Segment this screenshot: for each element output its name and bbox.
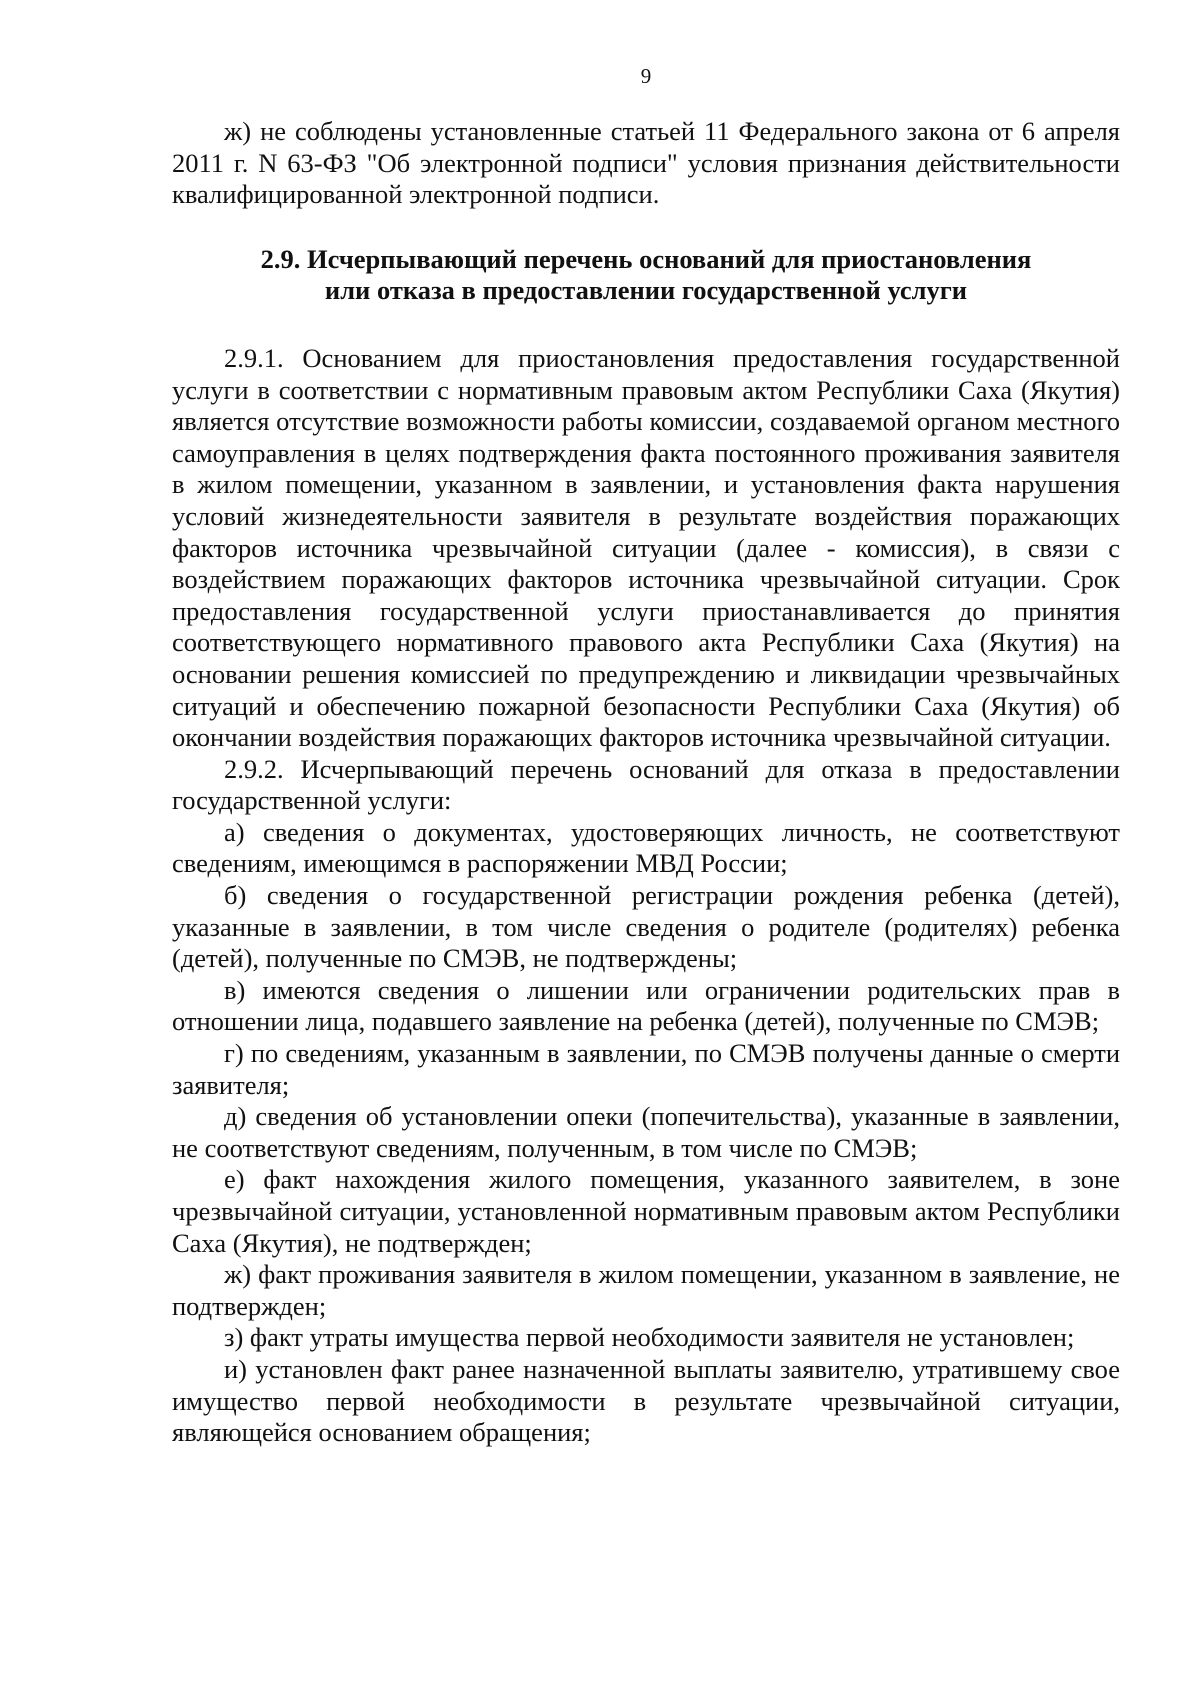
- section-heading-line-1: 2.9. Исчерпывающий перечень оснований для приостановления: [260, 243, 1032, 274]
- list-item-i: и) установлен факт ранее назначенной выплаты заявителю, утратившему свое имущество первой необходимости в результате чрезвычайной ситуации, являющейся основанием обращения;: [172, 1353, 1120, 1448]
- list-item-v: в) имеются сведения о лишении или ограничении родительских прав в отношении лица, подавшего заявление на ребенка (детей), полученные по СМЭВ;: [172, 974, 1120, 1037]
- intro-paragraph: ж) не соблюдены установленные статьей 11 Федерального закона от 6 апреля 2011 г. N 63-ФЗ "Об электронной подписи" условия признания действительности квалифицированной электронной подписи.: [172, 116, 1120, 210]
- section-heading: [172, 244, 1120, 307]
- list-item-z: з) факт утраты имущества первой необходимости заявителя не установлен;: [224, 1322, 1075, 1353]
- list-item-zh: ж) факт проживания заявителя в жилом помещении, указанном в заявление, не подтвержден;: [172, 1259, 1120, 1321]
- page-number: 9: [640, 64, 652, 88]
- section-heading-line-2: или отказа в предоставлении государственной услуги: [324, 275, 968, 306]
- list-item-e: е) факт нахождения жилого помещения, указанного заявителем, в зоне чрезвычайной ситуации, установленной нормативным правовым актом Республики Саха (Якутия), не подтвержден;: [172, 1164, 1120, 1258]
- document-page: [172, 64, 1120, 1449]
- paragraph-2-9-2: 2.9.2. Исчерпывающий перечень оснований для отказа в предоставлении государственной услуги:: [172, 753, 1120, 816]
- list-item-a: а) сведения о документах, удостоверяющих личность, не соответствуют сведениям, имеющимся в распоряжении МВД России;: [172, 816, 1120, 879]
- list-item-g: г) по сведениям, указанным в заявлении, по СМЭВ получены данные о смерти заявителя;: [172, 1038, 1120, 1100]
- list-item-d: д) сведения об установлении опеки (попечительства), указанные в заявлении, не соответствуют сведениям, полученным, в том числе по СМЭВ;: [172, 1101, 1120, 1163]
- paragraph-2-9-1: 2.9.1. Основанием для приостановления предоставления государственной услуги в соответствии с нормативным правовым актом Республики Саха (Якутия) является отсутствие возможности работы комиссии, создаваемой органом местного самоуправления в целях подтверждения факта постоянного проживания заявителя в жилом помещении, указанном в заявлении, и установления факта нарушения условий жизнедеятельности заявителя в результате воздействия поражающих факторов источника чрезвычайной ситуации (далее - комиссия), в связи с воздействием поражающих факторов источника чрезвычайной ситуации. Срок предоставления государственной услуги приостанавливается до принятия соответствующего нормативного правового акта Республики Саха (Якутия) на основании решения комиссией по предупреждению и ликвидации чрезвычайных ситуаций и обеспечению пожарной безопасности Республики Саха (Якутия) об окончании воздействия поражающих факторов источника чрезвычайной ситуации.: [172, 342, 1120, 753]
- list-item-b: б) сведения о государственной регистрации рождения ребенка (детей), указанные в заявлении, в том числе сведения о родителе (родителях) ребенка (детей), полученные по СМЭВ, не подтверждены;: [172, 880, 1120, 974]
